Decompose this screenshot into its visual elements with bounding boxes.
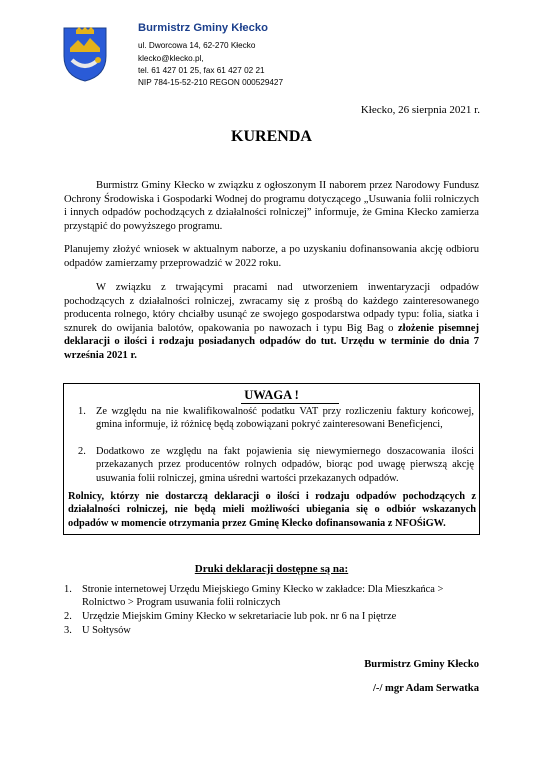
notice-item	[78, 405, 474, 445]
notice-heading-underline	[241, 403, 339, 404]
paragraph-2-text: Planujemy złożyć wniosek w aktualnym naborze, a po uzyskaniu dofinansowania akcję odbioru odpadów zamierzamy przeprowadzić w 2022 roku.	[64, 244, 479, 269]
paragraph-3	[64, 281, 479, 363]
forms-heading: Druki deklaracji dostępne są na:	[194, 563, 349, 575]
signature-title: Burmistrz Gminy Kłecko	[364, 659, 479, 670]
forms-item-text: Urzędzie Miejskim Gminy Kłecko w sekretariacie lub pok. nr 6 na I piętrze	[82, 611, 397, 622]
paragraph-2	[64, 243, 479, 270]
paragraph-1-text: Burmistrz Gminy Kłecko w związku z ogłoszonym II naborem przez Narodowy Fundusz Ochrony Środowiska i Gospodarki Wodnej do programu dotyczącego „Usuwania folii rolniczych i innych odpadów pochodzących z działalności rolniczej” informuje, że Gmina Kłecko zamierza przystąpić do powyższego programu.	[64, 180, 479, 232]
email-line: klecko@klecko.pl,	[138, 54, 204, 63]
office-name: Burmistrz Gminy Kłecko	[138, 22, 268, 34]
document-date: Kłecko, 26 sierpnia 2021 r.	[360, 104, 480, 116]
notice-heading: UWAGA !	[244, 388, 299, 402]
notice-item-number: 2.	[78, 446, 86, 457]
forms-item	[64, 624, 480, 638]
address-line: ul. Dworcowa 14, 62-270 Kłecko	[138, 41, 256, 50]
forms-item-text: U Sołtysów	[82, 625, 131, 636]
registry-line: NIP 784-15-52-210 REGON 000529427	[138, 78, 284, 87]
notice-warning: Rolnicy, którzy nie dostarczą deklaracji o ilości i rodzaju odpadów pochodzących z działalności rolniczej, nie będą mieli możliwości ubiegania się o odbiór wskazanych odpadów w momencie otrzymania przez Gminę Kłecko dofinansowania z NFOŚiGW.	[68, 491, 476, 529]
forms-item-text: Stronie internetowej Urzędu Miejskiego Gminy Kłecko w zakładce: Dla Mieszkańca > Rolnictwo > Program usuwania folii rolniczych	[82, 584, 444, 609]
notice-item-text: Dodatkowo ze względu na fakt pojawienia się niewymiernego doszacowania ilości przekazanych przez producentów rolnych odpadów, biorąc pod uwagę pierwszą akcję usuwania folii rolniczej, gmina uśredni wartości przekazanych odpadów.	[96, 446, 474, 484]
signature-name: /-/ mgr Adam Serwatka	[372, 683, 479, 694]
forms-item-number: 2.	[64, 611, 72, 622]
document-title: KURENDA	[231, 128, 312, 145]
forms-item-number: 1.	[64, 584, 72, 595]
forms-item-number: 3.	[64, 625, 72, 636]
coat-of-arms-icon	[62, 26, 108, 82]
forms-item	[64, 583, 480, 611]
phone-line: tel. 61 427 01 25, fax 61 427 02 21	[138, 66, 265, 75]
forms-item	[64, 610, 480, 624]
paragraph-1	[64, 179, 479, 233]
notice-item-number: 1.	[78, 406, 86, 417]
paragraph-3-text: W związku z trwającymi pracami nad utworzeniem inwentaryzacji odpadów pochodzących z działalności rolniczej, zwracamy się z prośbą do każdego zainteresowanego producenta rolnego, który chciałby usunąć ze swojego gospodarstwa odpady typu: folia, siatka i sznurek do owijania balotów, opakowania po nawozach i typu Big Bag o	[64, 282, 479, 334]
notice-item-text: Ze względu na nie kwalifikowalność podatku VAT przy rozliczeniu faktury końcowej, gmina informuje, iż różnicę będą zobowiązani pokryć zainteresowani Beneficjenci,	[96, 406, 474, 431]
paragraph-3-emphasis: złożenie pisemnej deklaracji o ilości i rodzaju posiadanych odpadów do tut. Urzędu w terminie do dnia 7 września 2021 r.	[64, 322, 479, 361]
